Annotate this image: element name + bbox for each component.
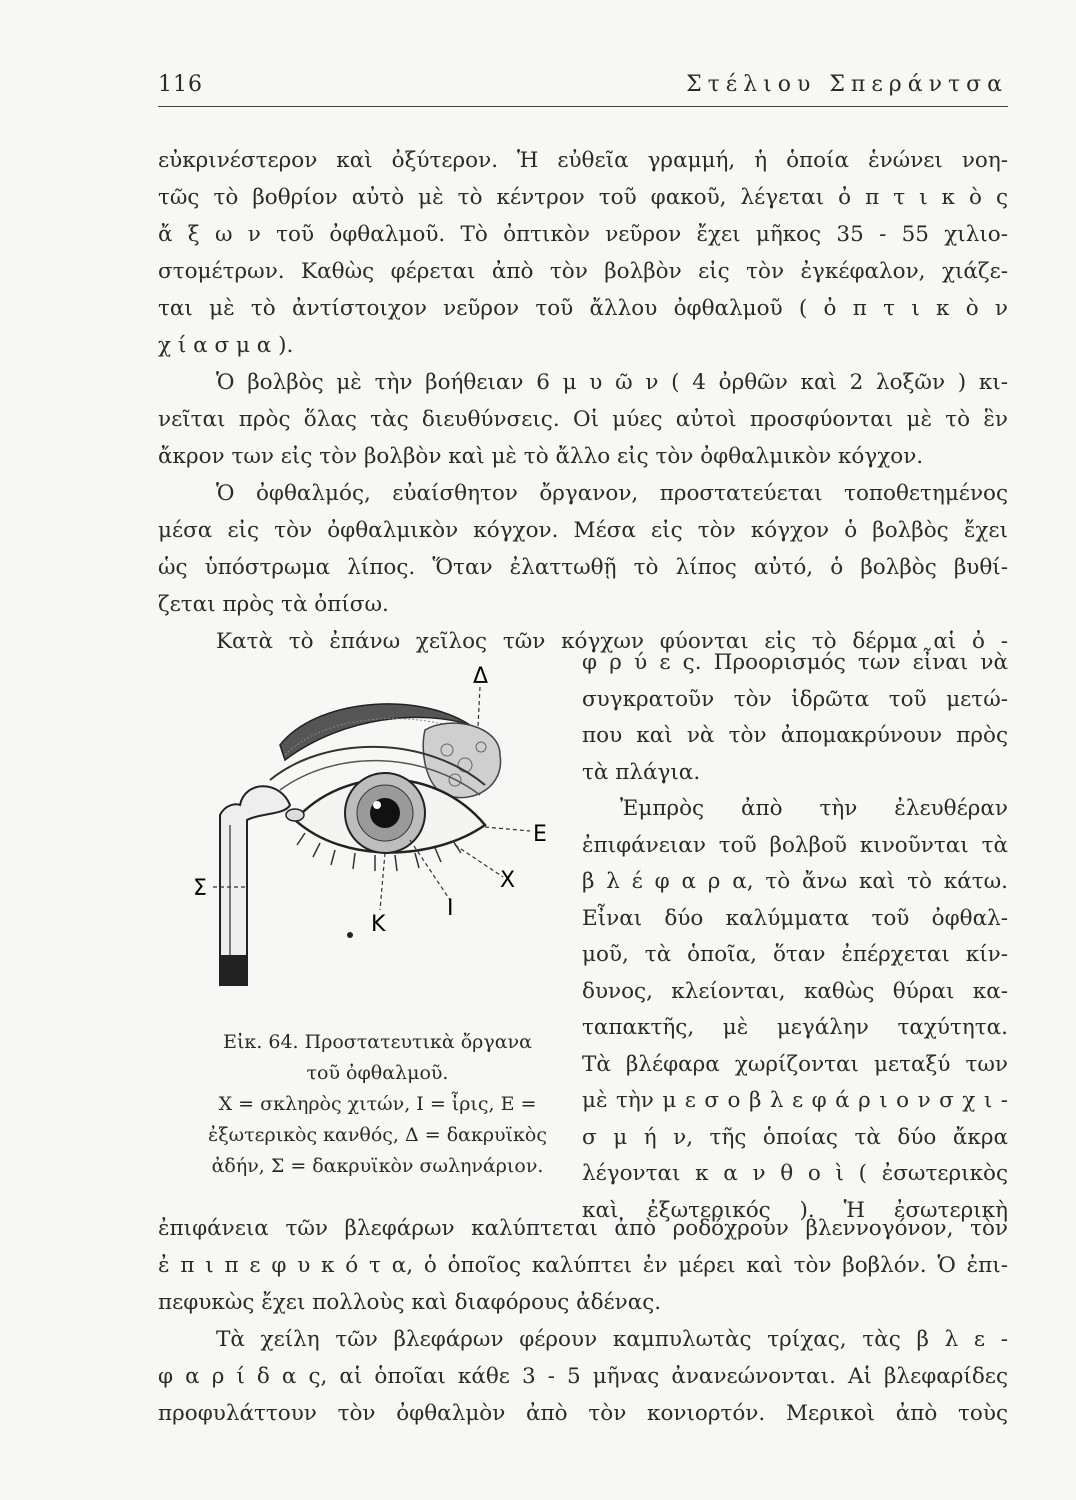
page-header xyxy=(158,66,1008,107)
caption-title: Εἰκ. 64. Προστατευτικὰ ὄργανα xyxy=(223,1031,532,1053)
text-line: πεφυκὼς ἔχει πολλοὺς καὶ διαφόρους ἀδένας. xyxy=(158,1290,662,1315)
label-sigma: Σ xyxy=(193,876,207,901)
text-line: Ὁ ὀφθαλμός, εὐαίσθητον ὄργανον, προστατεύεται τοποθετημένος xyxy=(216,481,1008,506)
main-text-bottom xyxy=(158,1210,1008,1432)
text-line: προφυλάττουν τὸν ὀφθαλμὸν ἀπὸ τὸν κονιορτόν. Μερικοὶ ἀπὸ τοὺς xyxy=(158,1401,1008,1426)
text-line: Εἶναι δύο καλύμματα τοῦ ὀφθαλ- xyxy=(582,905,1008,931)
label-k: K xyxy=(371,912,386,937)
figure-caption xyxy=(180,1027,575,1182)
lacrimal-gland-shape xyxy=(423,723,500,797)
text-line: ἄ ξ ω ν τοῦ ὀφθαλμοῦ. Τὸ ὀπτικὸν νεῦρον ἔχει μῆκος 35 - 55 χιλιο- xyxy=(158,222,1008,247)
text-line: τῶς τὸ βοθρίον αὐτὸ μὲ τὸ κέντρον τοῦ φακοῦ, λέγεται ὀ π τ ι κ ὸ ς xyxy=(158,185,1008,210)
text-line: χ ί α σ μ α ). xyxy=(158,333,294,358)
text-line: ὡς ὑπόστρωμα λίπος. Ὅταν ἐλαττωθῇ τὸ λίπος αὐτό, ὁ βολβὸς βυθί- xyxy=(158,555,1008,580)
text-line: ταπακτῆς, μὲ μεγάλην ταχύτητα. xyxy=(582,1015,1008,1040)
text-line: εὐκρινέστερον καὶ ὀξύτερον. Ἡ εὐθεῖα γραμμή, ἡ ὁποία ἑνώνει νοη- xyxy=(158,148,1008,173)
text-line: φ ρ ύ ε ς. Προορισμός των εἶναι νὰ xyxy=(582,650,1008,675)
label-x: X xyxy=(500,868,516,893)
caption-title: τοῦ ὀφθαλμοῦ. xyxy=(306,1062,449,1084)
eye-figure xyxy=(185,655,575,1035)
text-line: ἐπιφάνειαν τοῦ βολβοῦ κινοῦνται τὰ xyxy=(582,832,1008,858)
text-line: καὶ ἐξωτερικός ). Ἡ ἐσωτερικὴ xyxy=(582,1197,1008,1223)
text-line: μὲ τὴν μ ε σ ο β λ ε φ ά ρ ι ο ν σ χ ι - xyxy=(582,1088,1008,1113)
text-line: μέσα εἰς τὸν ὀφθαλμικὸν κόγχον. Μέσα εἰς τὸν κόγχον ὁ βολβὸς ἔχει xyxy=(158,518,1008,543)
caption-legend: ἐξωτερικὸς κανθός, Δ = δακρυϊκὸς xyxy=(208,1124,547,1146)
text-line: ται μὲ τὸ ἀντίστοιχον νεῦρον τοῦ ἄλλου ὀφθαλμοῦ ( ὀ π τ ι κ ὸ ν xyxy=(158,296,1008,321)
text-line: Τὰ βλέφαρα χωρίζονται μεταξύ των xyxy=(582,1051,1008,1077)
main-text-top xyxy=(158,142,1008,660)
text-line: Τὰ χείλη τῶν βλεφάρων φέρουν καμπυλωτὰς τρίχας, τὰς β λ ε - xyxy=(216,1327,1008,1352)
caption-legend: ἀδήν, Σ = δακρυϊκὸν σωληνάριον. xyxy=(211,1155,544,1177)
label-i: I xyxy=(447,896,454,921)
right-column-text xyxy=(582,645,1008,1229)
text-line: σ μ ή ν, τῆς ὁποίας τὰ δύο ἄκρα xyxy=(582,1124,1008,1150)
text-line: λέγονται κ α ν θ ο ὶ ( ἐσωτερικὸς xyxy=(582,1161,1008,1186)
text-line: στομέτρων. Καθὼς φέρεται ἀπὸ τὸν βολβὸν εἰς τὸν ἐγκέφαλον, χιάζε- xyxy=(158,259,1008,284)
text-line: συγκρατοῦν τὸν ἱδρῶτα τοῦ μετώ- xyxy=(582,686,1008,712)
text-line: νεῖται πρὸς ὅλας τὰς διευθύνσεις. Οἱ μύες αὐτοὶ προσφύονται μὲ τὸ ἓν xyxy=(158,407,1008,432)
text-line: δυνος, κλείονται, καθὼς θύραι κα- xyxy=(582,978,1008,1004)
text-line: ἐ π ι π ε φ υ κ ό τ α, ὁ ὁποῖος καλύπτει ἐν μέρει καὶ τὸν βοβλόν. Ὁ ἐπι- xyxy=(158,1253,1008,1278)
caption-legend: Χ = σκληρὸς χιτών, Ι = ἶρις, Ε = xyxy=(218,1093,537,1115)
text-line: που καὶ νὰ τὸν ἀπομακρύνουν πρὸς xyxy=(582,723,1008,748)
page-number: 116 xyxy=(158,72,203,97)
text-line: Κατὰ τὸ ἐπάνω χεῖλος τῶν κόγχων φύονται εἰς τὸ δέρμα αἱ ὀ - xyxy=(216,629,1008,654)
label-e: E xyxy=(533,822,547,847)
text-line: τὰ πλάγια. xyxy=(582,759,701,785)
text-line: φ α ρ ί δ α ς, αἱ ὁποῖαι κάθε 3 - 5 μῆνας ἀνανεώνονται. Αἱ βλεφαρίδες xyxy=(158,1364,1008,1389)
eye-illustration xyxy=(185,655,575,1035)
label-delta: Δ xyxy=(473,664,489,689)
text-line: β λ έ φ α ρ α, τὸ ἄνω καὶ τὸ κάτω. xyxy=(582,869,1008,894)
text-line: ζεται πρὸς τὰ ὀπίσω. xyxy=(158,592,389,617)
text-line: ἄκρον των εἰς τὸν βολβὸν καὶ μὲ τὸ ἄλλο εἰς τὸν ὀφθαλμικὸν κόγχον. xyxy=(158,444,924,469)
text-line: Ἐμπρὸς ἀπὸ τὴν ἐλευθέραν xyxy=(620,796,1008,821)
text-line: μοῦ, τὰ ὁποῖα, ὅταν ἐπέρχεται κίν- xyxy=(582,942,1008,967)
running-head: Στέλιου Σπεράντσα xyxy=(686,72,1008,97)
text-line: ἐπιφάνεια τῶν βλεφάρων καλύπτεται ἀπὸ ροδόχρουν βλεννογόνον, τὸν xyxy=(158,1216,1008,1241)
text-line: Ὁ βολβὸς μὲ τὴν βοήθειαν 6 μ υ ῶ ν ( 4 ὀρθῶν καὶ 2 λοξῶν ) κι- xyxy=(216,370,1008,395)
